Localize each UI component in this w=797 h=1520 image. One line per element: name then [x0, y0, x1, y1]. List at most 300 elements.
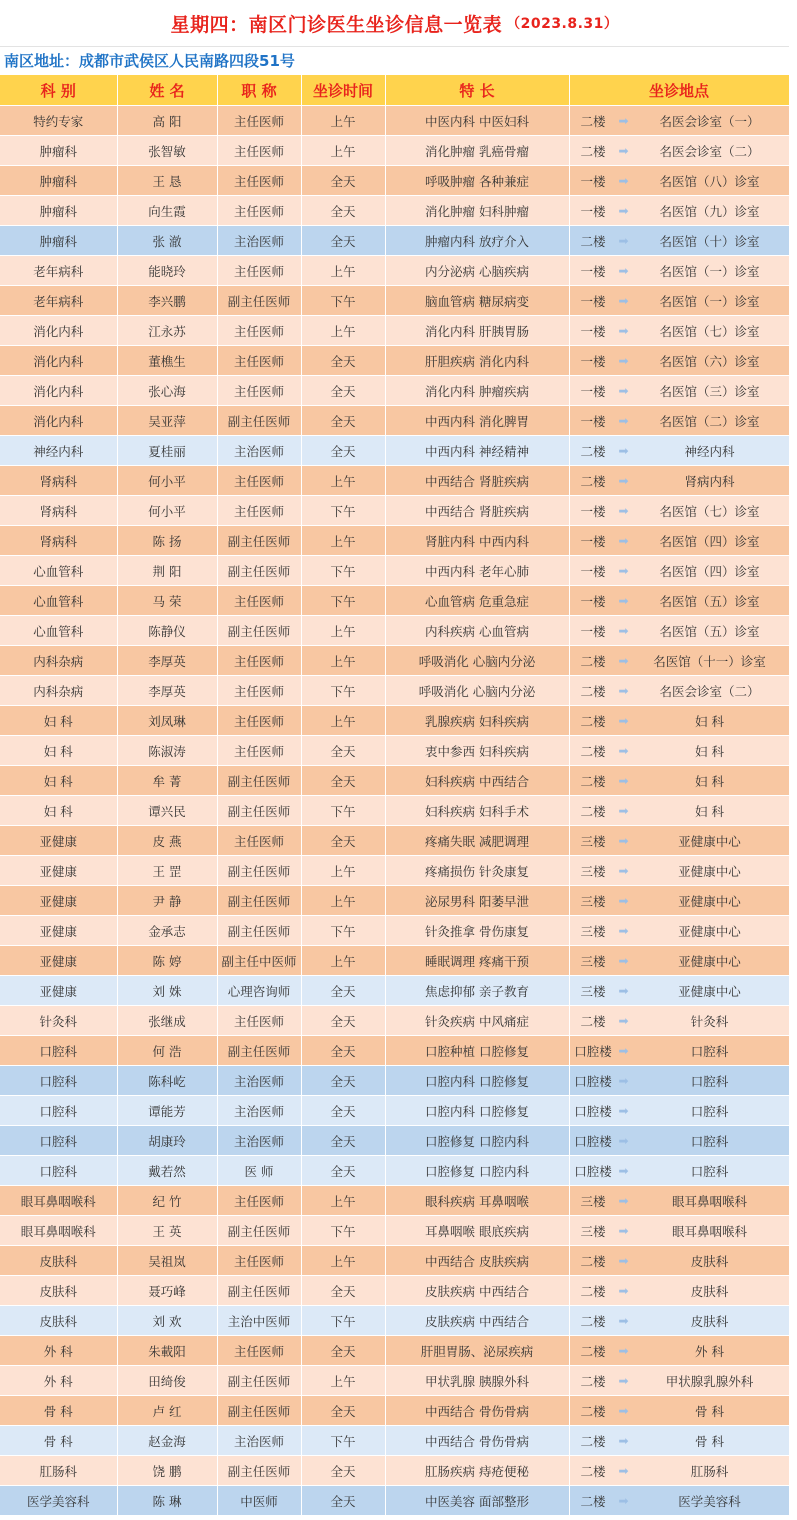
room-label: 名医馆（七）诊室	[659, 323, 760, 339]
specialty-cell: 口腔修复 口腔内科	[385, 1156, 569, 1186]
dept-cell: 心血管科	[0, 556, 117, 586]
location-wrap	[570, 1366, 789, 1395]
dept-cell: 肿瘤科	[0, 166, 117, 196]
location-wrap	[570, 136, 789, 165]
specialty-cell: 妇科疾病 妇科手术	[385, 796, 569, 826]
time-cell: 上午	[301, 646, 385, 676]
table-row	[0, 646, 789, 676]
dept-cell: 心血管科	[0, 616, 117, 646]
doctor-name-cell: 张 澈	[117, 226, 217, 256]
time-cell: 全天	[301, 166, 385, 196]
time-cell: 上午	[301, 136, 385, 166]
dept-cell: 骨 科	[0, 1396, 117, 1426]
dept-cell: 老年病科	[0, 286, 117, 316]
specialty-cell: 中医内科 中医妇科	[385, 106, 569, 136]
specialty-cell: 中医美容 面部整形	[385, 1486, 569, 1516]
doctor-name-cell: 皮 燕	[117, 826, 217, 856]
job-title-cell: 主任医师	[217, 1336, 301, 1366]
location-cell	[569, 286, 789, 316]
table-row	[0, 256, 789, 286]
location-cell	[569, 496, 789, 526]
doctor-name-cell: 李兴鹏	[117, 286, 217, 316]
job-title-cell: 主治医师	[217, 1066, 301, 1096]
room-label: 亚健康中心	[678, 923, 741, 939]
location-cell	[569, 856, 789, 886]
dept-cell: 亚健康	[0, 916, 117, 946]
location-cell	[569, 1186, 789, 1216]
location-cell	[569, 466, 789, 496]
floor-label: 二楼	[580, 1403, 606, 1419]
dept-cell: 妇 科	[0, 796, 117, 826]
dept-cell: 肿瘤科	[0, 136, 117, 166]
page-title	[0, 0, 789, 46]
dept-cell: 内科杂病	[0, 646, 117, 676]
dept-cell: 妇 科	[0, 736, 117, 766]
location-cell	[569, 706, 789, 736]
location-cell	[569, 916, 789, 946]
job-title-cell: 副主任医师	[217, 916, 301, 946]
job-title-cell: 主治医师	[217, 1126, 301, 1156]
room-label: 肛肠科	[690, 1463, 729, 1479]
job-title-cell: 副主任医师	[217, 1456, 301, 1486]
location-cell	[569, 1426, 789, 1456]
arrow-right-icon: ➡	[618, 293, 629, 308]
specialty-cell: 针灸疾病 中风痛症	[385, 1006, 569, 1036]
table-row	[0, 226, 789, 256]
job-title-cell: 主任医师	[217, 256, 301, 286]
table-row	[0, 1276, 789, 1306]
location-cell	[569, 256, 789, 286]
doctor-name-cell: 朱載阳	[117, 1336, 217, 1366]
location-wrap	[570, 706, 789, 735]
specialty-cell: 中西结合 肾脏疾病	[385, 466, 569, 496]
job-title-cell: 副主任医师	[217, 526, 301, 556]
location-cell	[569, 436, 789, 466]
floor-label: 二楼	[580, 743, 606, 759]
floor-label: 一楼	[580, 263, 606, 279]
time-cell: 全天	[301, 436, 385, 466]
floor-label: 三楼	[580, 893, 606, 909]
room-label: 名医馆（五）诊室	[659, 593, 760, 609]
table-row	[0, 1036, 789, 1066]
room-label: 亚健康中心	[678, 983, 741, 999]
arrow-right-icon: ➡	[618, 833, 629, 848]
job-title-cell: 副主任医师	[217, 1216, 301, 1246]
table-row	[0, 556, 789, 586]
table-row	[0, 766, 789, 796]
specialty-cell: 中西结合 骨伤骨病	[385, 1426, 569, 1456]
time-cell: 上午	[301, 856, 385, 886]
table-body	[0, 106, 789, 1516]
doctor-name-cell: 刘凤琳	[117, 706, 217, 736]
time-cell: 上午	[301, 256, 385, 286]
location-cell	[569, 316, 789, 346]
time-cell: 上午	[301, 706, 385, 736]
arrow-right-icon: ➡	[618, 383, 629, 398]
doctor-name-cell: 胡康玲	[117, 1126, 217, 1156]
room-label: 亚健康中心	[678, 953, 741, 969]
room-label: 亚健康中心	[678, 863, 741, 879]
time-cell: 上午	[301, 946, 385, 976]
room-label: 外 科	[695, 1343, 724, 1359]
job-title-cell: 中医师	[217, 1486, 301, 1516]
job-title-cell: 主任医师	[217, 676, 301, 706]
specialty-cell: 皮肤疾病 中西结合	[385, 1306, 569, 1336]
arrow-right-icon: ➡	[618, 1493, 629, 1508]
room-label: 名医馆（九）诊室	[659, 203, 760, 219]
job-title-cell: 副主任医师	[217, 796, 301, 826]
arrow-right-icon: ➡	[618, 743, 629, 758]
room-label: 名医会诊室（一）	[659, 113, 760, 129]
table-row	[0, 1306, 789, 1336]
time-cell: 下午	[301, 496, 385, 526]
dept-cell: 心血管科	[0, 586, 117, 616]
location-cell	[569, 586, 789, 616]
specialty-cell: 口腔内科 口腔修复	[385, 1066, 569, 1096]
location-wrap	[570, 1126, 789, 1155]
specialty-cell: 中西结合 皮肤疾病	[385, 1246, 569, 1276]
location-wrap	[570, 796, 789, 825]
doctor-name-cell: 尹 静	[117, 886, 217, 916]
specialty-cell: 消化内科 肿瘤疾病	[385, 376, 569, 406]
specialty-cell: 消化肿瘤 妇科肿瘤	[385, 196, 569, 226]
doctor-name-cell: 何小平	[117, 496, 217, 526]
location-cell	[569, 1456, 789, 1486]
job-title-cell: 副主任医师	[217, 1036, 301, 1066]
specialty-cell: 呼吸肿瘤 各种兼症	[385, 166, 569, 196]
job-title-cell: 主任医师	[217, 106, 301, 136]
time-cell: 全天	[301, 196, 385, 226]
location-wrap	[570, 736, 789, 765]
arrow-right-icon: ➡	[618, 863, 629, 878]
floor-label: 二楼	[580, 653, 606, 669]
doctor-name-cell: 陈 琳	[117, 1486, 217, 1516]
doctor-name-cell: 赵金海	[117, 1426, 217, 1456]
doctor-name-cell: 饶 鹏	[117, 1456, 217, 1486]
specialty-cell: 肿瘤内科 放疗介入	[385, 226, 569, 256]
location-cell	[569, 376, 789, 406]
location-wrap	[570, 1006, 789, 1035]
floor-label: 三楼	[580, 1223, 606, 1239]
dept-cell: 口腔科	[0, 1036, 117, 1066]
time-cell: 下午	[301, 916, 385, 946]
specialty-cell: 内分泌病 心脑疾病	[385, 256, 569, 286]
job-title-cell: 主任医师	[217, 646, 301, 676]
table-row	[0, 1006, 789, 1036]
location-cell	[569, 1366, 789, 1396]
location-cell	[569, 1156, 789, 1186]
location-cell	[569, 136, 789, 166]
arrow-right-icon: ➡	[618, 803, 629, 818]
table-row	[0, 886, 789, 916]
table-row	[0, 1336, 789, 1366]
time-cell: 全天	[301, 1036, 385, 1066]
specialty-cell: 口腔种植 口腔修复	[385, 1036, 569, 1066]
location-cell	[569, 646, 789, 676]
floor-label: 二楼	[580, 143, 606, 159]
table-row	[0, 1486, 789, 1516]
table-row	[0, 316, 789, 346]
location-wrap	[570, 1156, 789, 1185]
location-cell	[569, 106, 789, 136]
doctor-name-cell: 张心海	[117, 376, 217, 406]
floor-label: 一楼	[580, 593, 606, 609]
arrow-right-icon: ➡	[618, 113, 629, 128]
job-title-cell: 主任医师	[217, 166, 301, 196]
room-label: 妇 科	[695, 743, 724, 759]
location-wrap	[570, 616, 789, 645]
specialty-cell: 呼吸消化 心脑内分泌	[385, 676, 569, 706]
doctor-name-cell: 陈科屹	[117, 1066, 217, 1096]
location-wrap	[570, 766, 789, 795]
table-row	[0, 1156, 789, 1186]
dept-cell: 皮肤科	[0, 1306, 117, 1336]
arrow-right-icon: ➡	[618, 1373, 629, 1388]
floor-label: 二楼	[580, 773, 606, 789]
doctor-name-cell: 马 荣	[117, 586, 217, 616]
specialty-cell: 眼科疾病 耳鼻咽喉	[385, 1186, 569, 1216]
floor-label: 三楼	[580, 833, 606, 849]
room-label: 名医馆（十）诊室	[659, 233, 760, 249]
location-wrap	[570, 1216, 789, 1245]
dept-cell: 口腔科	[0, 1126, 117, 1156]
time-cell: 全天	[301, 406, 385, 436]
schedule-table	[0, 75, 790, 1516]
room-label: 名医馆（三）诊室	[659, 383, 760, 399]
dept-cell: 眼耳鼻咽喉科	[0, 1186, 117, 1216]
floor-label: 三楼	[580, 953, 606, 969]
doctor-name-cell: 刘 欢	[117, 1306, 217, 1336]
table-row	[0, 976, 789, 1006]
job-title-cell: 医 师	[217, 1156, 301, 1186]
table-row	[0, 1066, 789, 1096]
location-wrap	[570, 1486, 789, 1515]
location-cell	[569, 766, 789, 796]
location-wrap	[570, 256, 789, 285]
job-title-cell: 主任医师	[217, 316, 301, 346]
arrow-right-icon: ➡	[618, 1103, 629, 1118]
dept-cell: 眼耳鼻咽喉科	[0, 1216, 117, 1246]
table-row	[0, 346, 789, 376]
floor-label: 二楼	[580, 713, 606, 729]
floor-label: 口腔楼	[574, 1163, 612, 1179]
table-row	[0, 796, 789, 826]
doctor-name-cell: 能晓玲	[117, 256, 217, 286]
table-row	[0, 826, 789, 856]
floor-label: 三楼	[580, 863, 606, 879]
room-label: 名医馆（二）诊室	[659, 413, 760, 429]
dept-cell: 外 科	[0, 1366, 117, 1396]
room-label: 亚健康中心	[678, 833, 741, 849]
header-dept: 科 别	[0, 75, 117, 106]
dept-cell: 肿瘤科	[0, 196, 117, 226]
job-title-cell: 主治医师	[217, 436, 301, 466]
room-label: 名医馆（一）诊室	[659, 293, 760, 309]
table-row	[0, 286, 789, 316]
location-cell	[569, 1066, 789, 1096]
room-label: 眼耳鼻咽喉科	[671, 1193, 747, 1209]
header-location: 坐诊地点	[569, 75, 789, 106]
header-name: 姓 名	[117, 75, 217, 106]
time-cell: 上午	[301, 316, 385, 346]
location-cell	[569, 1396, 789, 1426]
location-wrap	[570, 496, 789, 525]
floor-label: 二楼	[580, 1463, 606, 1479]
arrow-right-icon: ➡	[618, 353, 629, 368]
doctor-name-cell: 高 阳	[117, 106, 217, 136]
location-cell	[569, 1306, 789, 1336]
dept-cell: 口腔科	[0, 1156, 117, 1186]
arrow-right-icon: ➡	[618, 203, 629, 218]
time-cell: 下午	[301, 1216, 385, 1246]
specialty-cell: 消化内科 肝胰胃肠	[385, 316, 569, 346]
floor-label: 口腔楼	[574, 1043, 612, 1059]
time-cell: 全天	[301, 226, 385, 256]
floor-label: 二楼	[580, 233, 606, 249]
doctor-name-cell: 谭兴民	[117, 796, 217, 826]
job-title-cell: 主治医师	[217, 1426, 301, 1456]
table-row	[0, 106, 789, 136]
arrow-right-icon: ➡	[618, 1253, 629, 1268]
doctor-name-cell: 董樵生	[117, 346, 217, 376]
job-title-cell: 副主任中医师	[217, 946, 301, 976]
location-cell	[569, 796, 789, 826]
specialty-cell: 中西内科 神经精神	[385, 436, 569, 466]
specialty-cell: 睡眠调理 疼痛干预	[385, 946, 569, 976]
specialty-cell: 中西结合 肾脏疾病	[385, 496, 569, 526]
job-title-cell: 主任医师	[217, 1006, 301, 1036]
table-row	[0, 376, 789, 406]
location-wrap	[570, 826, 789, 855]
time-cell: 下午	[301, 286, 385, 316]
time-cell: 上午	[301, 1366, 385, 1396]
table-row	[0, 916, 789, 946]
time-cell: 上午	[301, 1246, 385, 1276]
location-cell	[569, 196, 789, 226]
doctor-name-cell: 刘 姝	[117, 976, 217, 1006]
dept-cell: 外 科	[0, 1336, 117, 1366]
arrow-right-icon: ➡	[618, 233, 629, 248]
doctor-name-cell: 王 恳	[117, 166, 217, 196]
doctor-name-cell: 张继成	[117, 1006, 217, 1036]
time-cell: 下午	[301, 1306, 385, 1336]
specialty-cell: 肛肠疾病 痔疮便秘	[385, 1456, 569, 1486]
room-label: 针灸科	[690, 1013, 729, 1029]
job-title-cell: 副主任医师	[217, 886, 301, 916]
time-cell: 全天	[301, 346, 385, 376]
job-title-cell: 主任医师	[217, 376, 301, 406]
specialty-cell: 呼吸消化 心脑内分泌	[385, 646, 569, 676]
floor-label: 二楼	[580, 683, 606, 699]
room-label: 皮肤科	[690, 1283, 729, 1299]
arrow-right-icon: ➡	[618, 323, 629, 338]
room-label: 眼耳鼻咽喉科	[671, 1223, 747, 1239]
location-cell	[569, 1216, 789, 1246]
dept-cell: 妇 科	[0, 766, 117, 796]
room-label: 妇 科	[695, 803, 724, 819]
doctor-name-cell: 牟 菁	[117, 766, 217, 796]
room-label: 肾病内科	[684, 473, 735, 489]
job-title-cell: 副主任医师	[217, 616, 301, 646]
table-row	[0, 676, 789, 706]
dept-cell: 口腔科	[0, 1066, 117, 1096]
arrow-right-icon: ➡	[618, 1163, 629, 1178]
room-label: 亚健康中心	[678, 893, 741, 909]
dept-cell: 针灸科	[0, 1006, 117, 1036]
room-label: 名医馆（七）诊室	[659, 503, 760, 519]
location-wrap	[570, 1276, 789, 1305]
location-wrap	[570, 1096, 789, 1125]
job-title-cell: 主任医师	[217, 1246, 301, 1276]
doctor-name-cell: 金承志	[117, 916, 217, 946]
floor-label: 二楼	[580, 473, 606, 489]
specialty-cell: 肝胆疾病 消化内科	[385, 346, 569, 376]
arrow-right-icon: ➡	[618, 1193, 629, 1208]
specialty-cell: 消化肿瘤 乳癌骨瘤	[385, 136, 569, 166]
location-cell	[569, 226, 789, 256]
job-title-cell: 主任医师	[217, 826, 301, 856]
arrow-right-icon: ➡	[618, 173, 629, 188]
table-row	[0, 196, 789, 226]
specialty-cell: 中西结合 骨伤骨病	[385, 1396, 569, 1426]
floor-label: 口腔楼	[574, 1103, 612, 1119]
dept-cell: 亚健康	[0, 886, 117, 916]
specialty-cell: 乳腺疾病 妇科疾病	[385, 706, 569, 736]
room-label: 甲状腺乳腺外科	[665, 1373, 754, 1389]
time-cell: 下午	[301, 1426, 385, 1456]
room-label: 名医会诊室（二）	[659, 143, 760, 159]
location-cell	[569, 826, 789, 856]
floor-label: 二楼	[580, 803, 606, 819]
dept-cell: 皮肤科	[0, 1246, 117, 1276]
floor-label: 口腔楼	[574, 1133, 612, 1149]
time-cell: 下午	[301, 556, 385, 586]
dept-cell: 亚健康	[0, 946, 117, 976]
location-wrap	[570, 376, 789, 405]
table-row	[0, 496, 789, 526]
arrow-right-icon: ➡	[618, 563, 629, 578]
location-wrap	[570, 1036, 789, 1065]
dept-cell: 特约专家	[0, 106, 117, 136]
room-label: 妇 科	[695, 713, 724, 729]
table-row	[0, 1186, 789, 1216]
floor-label: 二楼	[580, 1493, 606, 1509]
location-wrap	[570, 1336, 789, 1365]
doctor-name-cell: 陈淑涛	[117, 736, 217, 766]
arrow-right-icon: ➡	[618, 653, 629, 668]
dept-cell: 消化内科	[0, 346, 117, 376]
floor-label: 二楼	[580, 1013, 606, 1029]
job-title-cell: 主任医师	[217, 196, 301, 226]
location-cell	[569, 676, 789, 706]
floor-label: 二楼	[580, 1313, 606, 1329]
job-title-cell: 副主任医师	[217, 556, 301, 586]
location-wrap	[570, 1426, 789, 1455]
floor-label: 二楼	[580, 1433, 606, 1449]
dept-cell: 肾病科	[0, 466, 117, 496]
room-label: 名医会诊室（二）	[659, 683, 760, 699]
arrow-right-icon: ➡	[618, 1343, 629, 1358]
floor-label: 二楼	[580, 1343, 606, 1359]
arrow-right-icon: ➡	[618, 143, 629, 158]
time-cell: 下午	[301, 586, 385, 616]
floor-label: 一楼	[580, 563, 606, 579]
specialty-cell: 焦虑抑郁 亲子教育	[385, 976, 569, 1006]
arrow-right-icon: ➡	[618, 503, 629, 518]
time-cell: 上午	[301, 616, 385, 646]
room-label: 口腔科	[690, 1163, 729, 1179]
arrow-right-icon: ➡	[618, 263, 629, 278]
